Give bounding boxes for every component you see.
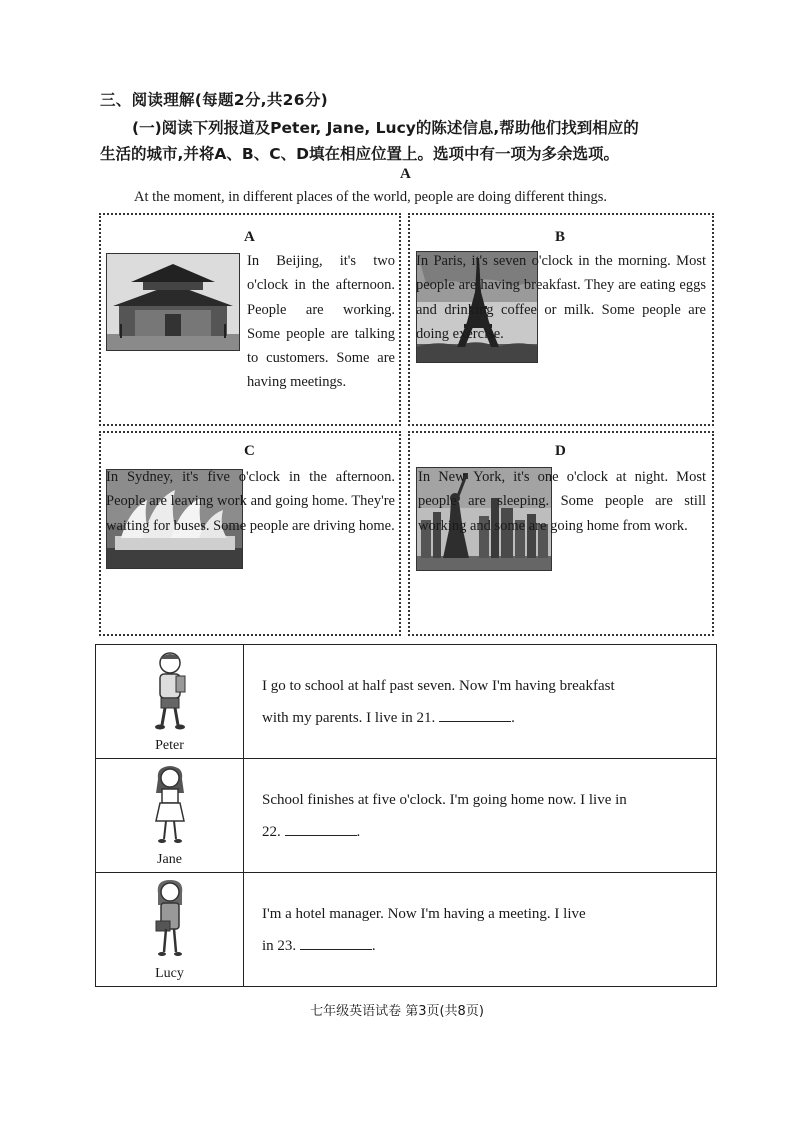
- statement-line-2: in 23.: [262, 937, 297, 954]
- person-cell-peter: [96, 645, 244, 759]
- panel-d-text: In New York, it's one o'clock at night. Most people are sleeping. Some people are still working and some are going home from work.: [418, 469, 706, 534]
- passage-intro: At the moment, in different places of the world, people are doing different things.: [134, 189, 607, 205]
- instructions: [100, 115, 725, 167]
- section-heading: 三、阅读理解(每题2分,共26分): [100, 91, 329, 109]
- instructions-line-1: (一)阅读下列报道及Peter, Jane, Lucy的陈述信息,帮助他们找到相应的: [132, 119, 639, 137]
- statement-line-1: School finishes at five o'clock. I'm going home now. I live in: [262, 791, 627, 808]
- answer-table: [95, 644, 717, 987]
- panel-a-letter: A: [244, 229, 255, 245]
- statement-cell: [244, 873, 717, 987]
- statement-cell: [244, 759, 717, 873]
- person-cell-jane: [96, 759, 244, 873]
- statement-period: .: [356, 823, 361, 840]
- person-name: Jane: [157, 852, 182, 867]
- statement-cell: [244, 645, 717, 759]
- panel-c: [99, 431, 401, 636]
- boy-figure-icon: [148, 649, 192, 731]
- panel-b-letter: B: [555, 229, 566, 245]
- table-row: [96, 759, 717, 873]
- panel-c-text: In Sydney, it's five o'clock in the afternoon. People are leaving work and going home. They're waiting for buses. Some people are driving home.: [106, 469, 395, 534]
- instructions-line-2: 生活的城市,并将A、B、C、D填在相应位置上。选项中有一项为多余选项。: [100, 145, 619, 163]
- table-row: [96, 873, 717, 987]
- panel-a: [99, 213, 401, 426]
- statement-period: .: [371, 937, 376, 954]
- answer-blank-22[interactable]: [285, 821, 357, 836]
- statement-period: .: [511, 709, 515, 726]
- passage-label: A: [400, 166, 411, 182]
- person-cell-lucy: [96, 873, 244, 987]
- panel-d: [408, 431, 714, 636]
- page-footer: 七年级英语试卷 第3页(共8页): [310, 1004, 484, 1019]
- table-row: [96, 645, 717, 759]
- answer-blank-21[interactable]: [439, 707, 511, 722]
- panel-b: [408, 213, 714, 426]
- statement-line-1: I'm a hotel manager. Now I'm having a meeting. I live: [262, 905, 586, 922]
- answer-blank-23[interactable]: [300, 935, 372, 950]
- panel-c-letter: C: [244, 443, 255, 459]
- tiananmen-picture: [106, 253, 240, 351]
- panel-a-text: In Beijing, it's two o'clock in the afternoon. People are working. Some people are talking to customers. Some are having meetings.: [247, 253, 395, 391]
- statement-line-2: 22.: [262, 823, 281, 840]
- person-name: Lucy: [155, 966, 184, 981]
- person-name: Peter: [155, 738, 184, 753]
- panel-b-text: In Paris, it's seven o'clock in the morning. Most people are having breakfast. They are eating eggs and drinking coffee or milk. Some people are doing exercise.: [416, 253, 706, 342]
- panel-d-letter: D: [555, 443, 566, 459]
- statement-line-1: I go to school at half past seven. Now I'm having breakfast: [262, 677, 615, 694]
- statement-line-2: with my parents. I live in 21.: [262, 709, 436, 726]
- girl-figure-icon: [148, 763, 192, 845]
- girl-with-bag-figure-icon: [148, 877, 192, 959]
